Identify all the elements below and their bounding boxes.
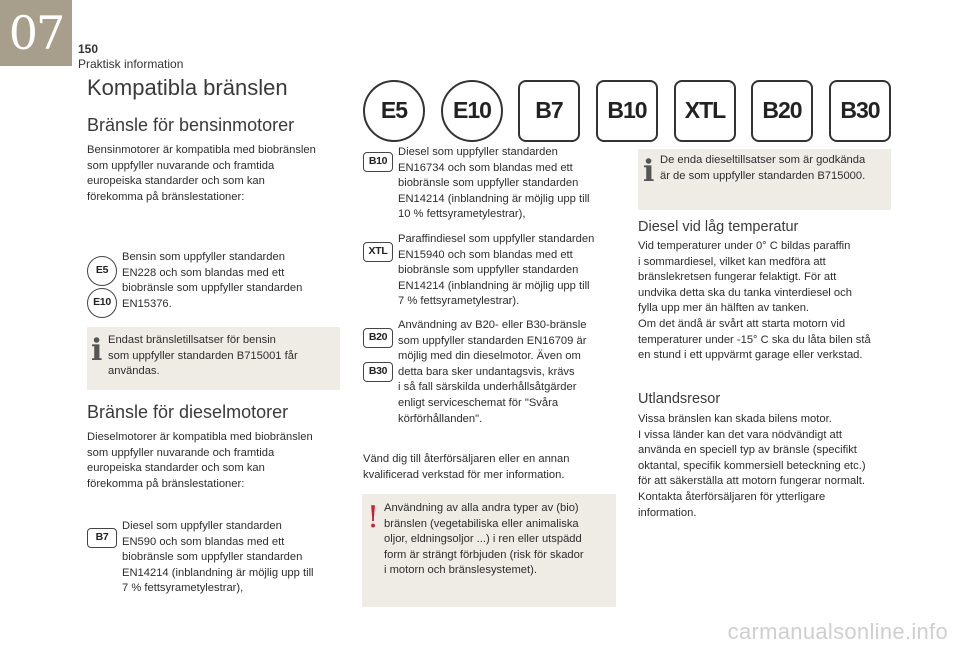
fuel-badge-b10: B10 (596, 80, 658, 142)
badge-b20: B20 (363, 328, 393, 348)
cold-weather-heading: Diesel vid låg temperatur (638, 219, 799, 235)
b20-b30-desc: Användning av B20- eller B30-bränsle som uppfyller standarden EN16709 är möjlig med din dieselmotor. Även om detta bara sker undantagsvis, krävs i så fall särskilda underhållsåtgärder enligt serviceschemat för "Svåra körförhållanden". (398, 319, 587, 425)
fuel-badge-e5: E5 (363, 80, 425, 142)
warning-text: Användning av alla andra typer av (bio) bränslen (vegetabiliska eller animaliska oljor, eldningsoljor ...) i ren eller utspädd form är strängt förbjuden (risk för skador i motorn och bränslesystemet). (384, 502, 584, 577)
diesel-heading: Bränsle för dieselmotorer (87, 402, 289, 422)
xtl-desc: Paraffindiesel som uppfyller standarden EN15940 och som blandas med ett biobränsle som uppfyller standarden EN14214 (inblandning är möjlig upp till 7 % fettsyrametylestrar). (398, 233, 595, 308)
badge-b10: B10 (363, 152, 393, 172)
abroad-heading: Utlandsresor (638, 391, 721, 407)
warning-icon: ! (367, 500, 380, 535)
diesel-intro: Dieselmotorer är kompatibla med biobränslen som uppfyller nuvarande och framtida europeiska standarder och som kan förekomma på bränslestationer: (87, 431, 313, 490)
badge-e10: E10 (87, 288, 117, 318)
watermark: carmanualsonline.info (727, 619, 948, 644)
cold-weather-text: Vid temperaturer under 0° C bildas paraffin i sommardiesel, vilket kan medföra att bränslekretsen fungerar felaktigt. För att undvika detta ska du tanka vinterdiesel och fylla upp mer än hälften av tanken. Om det ändå är svårt att starta motorn vid temperaturer under -15° C ska du låta bilen stå en stund i ett uppvärmt garage eller verkstad. (638, 240, 871, 362)
badge-b30: B30 (363, 362, 393, 382)
chapter-name: Praktisk information (78, 57, 184, 71)
fuel-badge-b7: B7 (518, 80, 580, 142)
petrol-heading: Bränsle för bensinmotorer (87, 115, 295, 135)
fuel-badge-b30: B30 (829, 80, 891, 142)
fuel-badge-xtl: XTL (674, 80, 736, 142)
info-icon: ℹ (91, 333, 103, 368)
petrol-desc: Bensin som uppfyller standarden EN228 och som blandas med ett biobränsle som uppfyller standarden EN15376. (122, 251, 303, 310)
badge-xtl: XTL (363, 242, 393, 262)
badge-e5: E5 (87, 256, 117, 286)
petrol-intro: Bensinmotorer är kompatibla med biobränslen som uppfyller nuvarande och framtida europeiska standarder och som kan förekomma på bränslestationer: (87, 144, 316, 203)
page-number: 150 (78, 42, 99, 56)
fuel-badge-e10: E10 (441, 80, 503, 142)
badge-b7: B7 (87, 528, 117, 548)
contact-dealer-text: Vänd dig till återförsäljaren eller en annan kvalificerad verkstad för mer information. (363, 453, 570, 481)
chapter-tab: 07 (0, 0, 72, 66)
b10-desc: Diesel som uppfyller standarden EN16734 och som blandas med ett biobränsle som uppfyller standarden EN14214 (inblandning är möjlig upp till 10 % fettsyrametylestrar), (398, 146, 590, 221)
petrol-note: Endast bränsletillsatser för bensin som uppfyller standarden B715001 får användas. (108, 334, 298, 378)
fuel-badge-b20: B20 (751, 80, 813, 142)
info-icon: ℹ (643, 154, 655, 189)
page-title: Kompatibla bränslen (87, 75, 288, 100)
diesel-additive-note: De enda dieseltillsatser som är godkända är de som uppfyller standarden B715000. (660, 154, 866, 182)
b7-desc: Diesel som uppfyller standarden EN590 och som blandas med ett biobränsle som uppfyller standarden EN14214 (inblandning är möjlig upp till 7 % fettsyrametylestrar), (122, 520, 314, 595)
abroad-text: Vissa bränslen kan skada bilens motor. I vissa länder kan det vara nödvändigt att använda en speciell typ av bränsle (specifikt oktantal, specifik kommersiell beteckning etc.) för att säkerställa att motorn fungerar normalt. Kontakta återförsäljaren för ytterligare information. (638, 413, 866, 519)
